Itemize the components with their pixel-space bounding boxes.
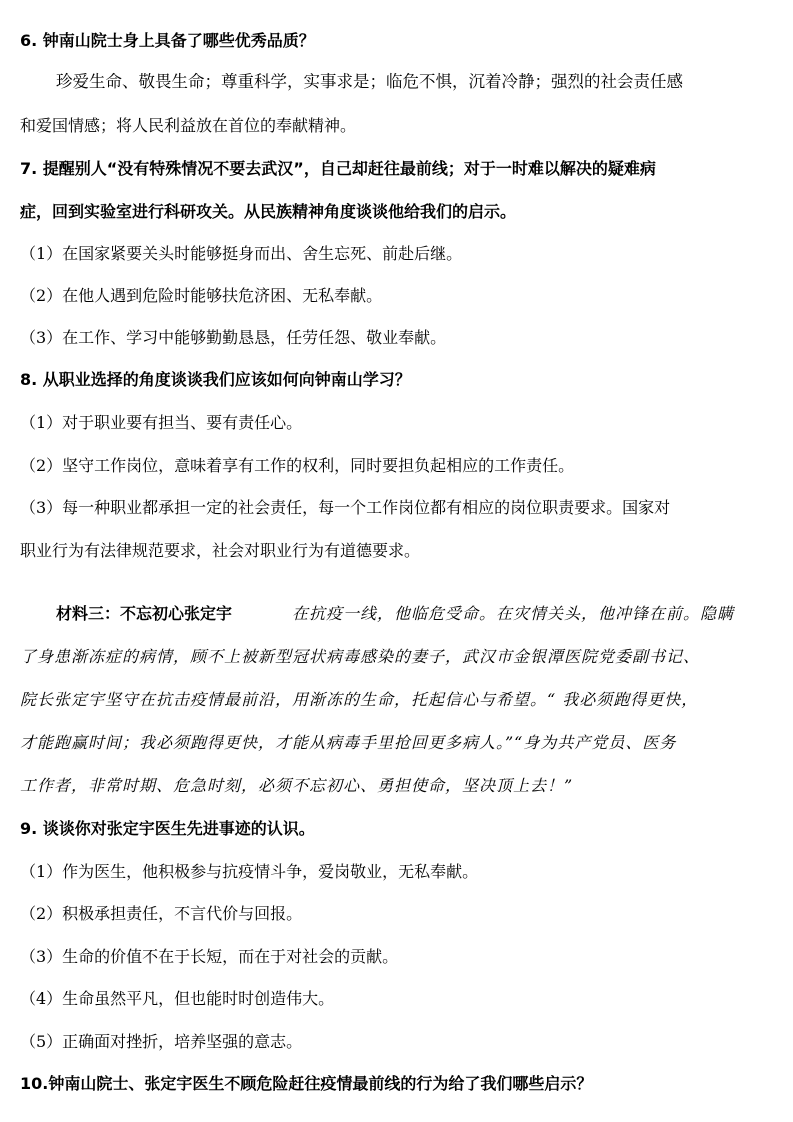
material-3-line-5: 工作者，非常时期、危急时刻，必须不忘初心、勇担使命，坚决顶上去！”: [20, 776, 574, 795]
question-9-answer-3: （3）生命的价值不在于长短，而在于对社会的贡献。: [20, 947, 399, 966]
question-6-answer-line-2: 和爱国情感；将人民利益放在首位的奉献精神。: [20, 116, 357, 135]
question-8-answer-3-line-1: （3）每一种职业都承担一定的社会责任，每一个工作岗位都有相应的岗位职责要求。国家对: [20, 498, 671, 517]
question-6-title: 6. 钟南山院士身上具备了哪些优秀品质？: [20, 31, 315, 50]
question-7-title-line-2: 症，回到实验室进行科研攻关。从民族精神角度谈谈他给我们的启示。: [20, 202, 517, 221]
material-3-line-3: 院长张定宇坚守在抗击疫情最前沿，用渐冻的生命，托起信心与希望。“ 我必须跑得更快，: [20, 690, 699, 709]
material-3-line-4: 才能跑赢时间；我必须跑得更快，才能从病毒手里抢回更多病人。”“身为共产党员、医务: [20, 733, 677, 752]
question-9-answer-5: （5）正确面对挫折，培养坚强的意志。: [20, 1032, 303, 1051]
question-6-answer-line-1: 珍爱生命、敬畏生命；尊重科学，实事求是；临危不惧，沉着冷静；强烈的社会责任感: [56, 72, 683, 91]
material-3-title: 材料三：不忘初心张定宇: [56, 604, 233, 623]
question-10-title: 10.钟南山院士、张定宇医生不顾危险赶往疫情最前线的行为给了我们哪些启示？: [20, 1074, 593, 1093]
question-9-title: 9. 谈谈你对张定宇医生先进事迹的认识。: [20, 819, 315, 838]
question-8-title: 8. 从职业选择的角度谈谈我们应该如何向钟南山学习？: [20, 370, 411, 389]
question-9-answer-2: （2）积极承担责任，不言代价与回报。: [20, 904, 303, 923]
question-7-answer-2: （2）在他人遇到危险时能够扶危济困、无私奉献。: [20, 286, 383, 305]
question-9-answer-1: （1）作为医生，他积极参与抗疫情斗争，爱岗敬业，无私奉献。: [20, 862, 479, 881]
question-7-answer-1: （1）在国家紧要关头时能够挺身而出、舍生忘死、前赴后继。: [20, 244, 463, 263]
question-8-answer-2: （2）坚守工作岗位，意味着享有工作的权利，同时要担负起相应的工作责任。: [20, 456, 575, 475]
question-7-title-line-1: 7. 提醒别人“没有特殊情况不要去武汉”，自己却赶往最前线；对于一时难以解决的疑难病: [20, 159, 656, 178]
question-8-answer-1: （1）对于职业要有担当、要有责任心。: [20, 413, 303, 432]
material-3-line-1: 在抗疫一线，他临危受命。在灾情关头，他冲锋在前。隐瞒: [292, 604, 735, 623]
question-8-answer-3-line-2: 职业行为有法律规范要求，社会对职业行为有道德要求。: [20, 541, 421, 560]
question-9-answer-4: （4）生命虽然平凡，但也能时时创造伟大。: [20, 989, 335, 1008]
question-7-answer-3: （3）在工作、学习中能够勤勤恳恳，任劳任怨、敬业奉献。: [20, 328, 447, 347]
material-3-line-2: 了身患渐冻症的病情，顾不上被新型冠状病毒感染的妻子，武汉市金银潭医院党委副书记、: [20, 647, 701, 666]
